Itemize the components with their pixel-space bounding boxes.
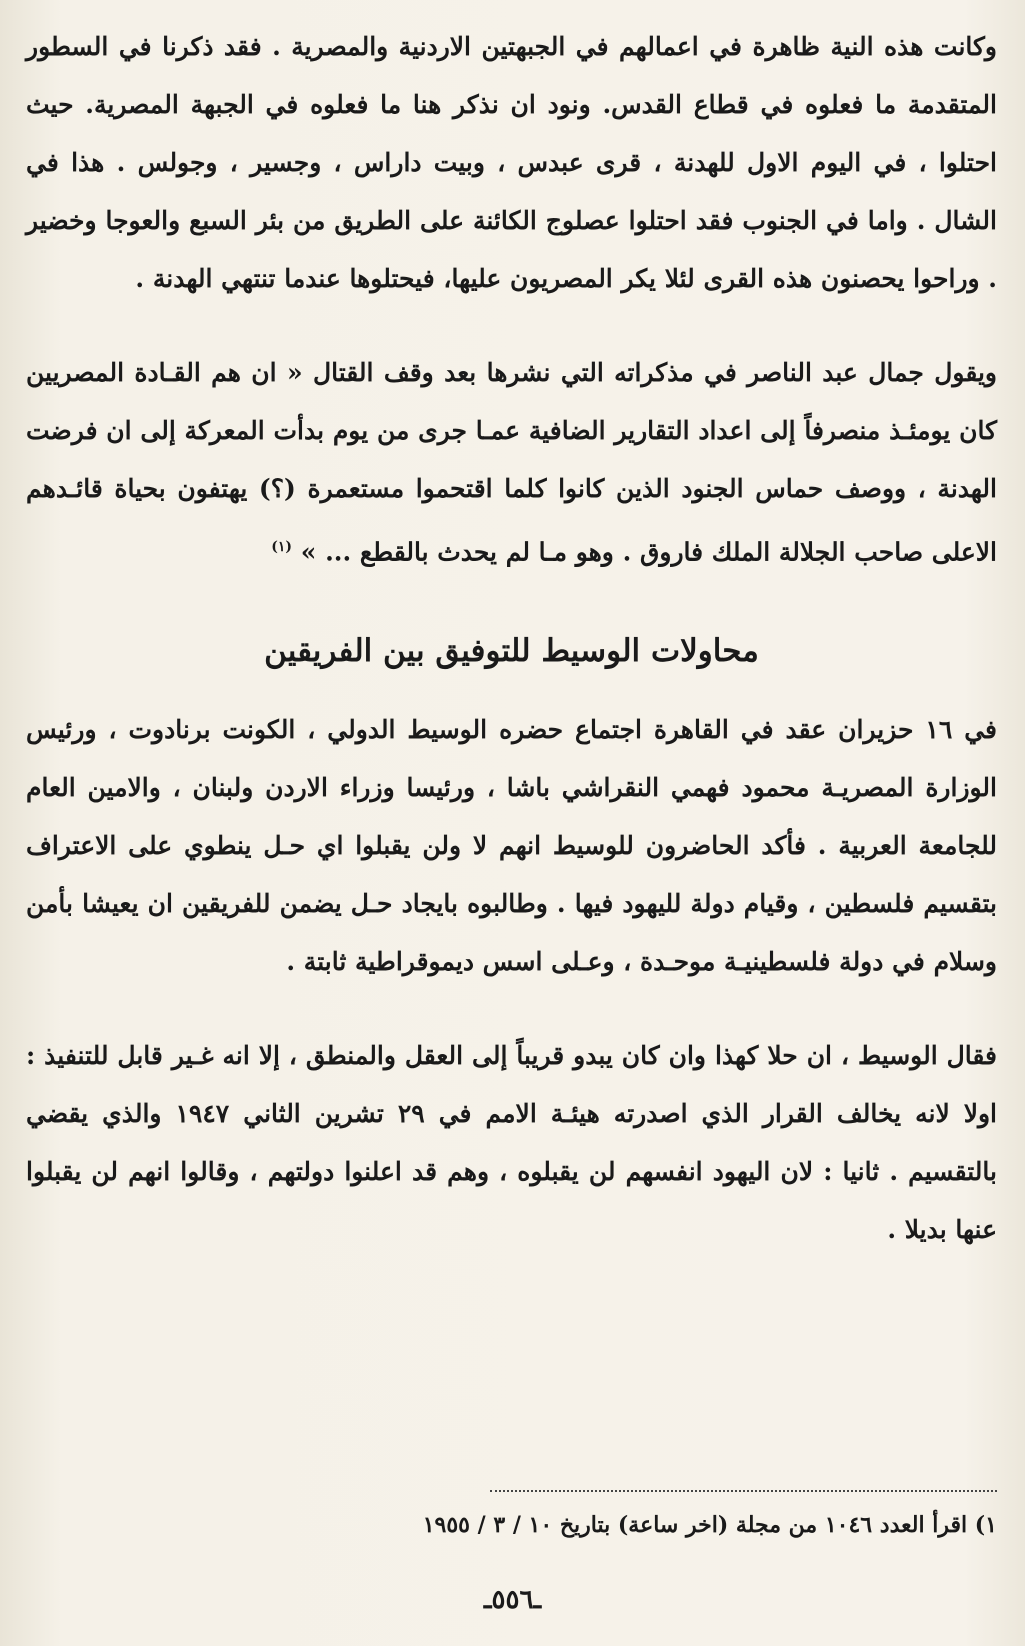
paragraph-2-text: ويقول جمال عبد الناصر في مذكراته التي نشرها بعد وقف القتال « ان هم القـادة المصريين كان يومئـذ منصرفاً إلى اعداد التقارير الضافية عمـا جرى من يوم بدأت المعركة إلى ان فرضت الهدنة ، ووصف حماس الجنود الذين كانوا كلما اقتحموا مستعمرة (؟) يهتفون بحياة قائـدهم الاعلى صاحب الجلالة الملك فاروق . وهو مـا لم يحدث بالقطع ... » xyxy=(26,358,997,567)
paragraph-4: فقال الوسيط ، ان حلا كهذا وان كان يبدو قريباً إلى العقل والمنطق ، إلا انه غـير قابل للتنفيذ : اولا لانه يخالف القرار الذي اصدرته هيئـة الامم في ٢٩ تشرين الثاني ١٩٤٧ والذي يقضي بالتقسيم . ثانيا : لان اليهود انفسهم لن يقبلوه ، وهم قد اعلنوا دولتهم ، وقالوا انهم لن يقبلوا عنها بديلا . xyxy=(26,1041,997,1245)
page-number: ـ٥٥٦ـ xyxy=(483,1585,542,1615)
paragraph-gap xyxy=(26,308,997,344)
body-text-top xyxy=(26,18,997,581)
footnote-divider xyxy=(490,1490,997,1492)
paragraph-2 xyxy=(26,344,997,581)
body-text-bottom xyxy=(26,701,997,1259)
section-heading: محاولات الوسيط للتوفيق بين الفريقين xyxy=(264,633,759,670)
paragraph-3: في ١٦ حزيران عقد في القاهرة اجتماع حضره الوسيط الدولي ، الكونت برنادوت ، ورئيس الوزارة المصريـة محمود فهمي النقراشي باشا ، ورئيسا وزراء الاردن ولبنان ، والامين العام للجامعة العربية . فأكد الحاضرون للوسيط انهم لا ولن يقبلوا اي حـل ينطوي على الاعتراف بتقسيم فلسطين ، وقيام دولة لليهود فيها . وطالبوه بايجاد حـل يضمن للفريقين ان يعيشا بأمن وسلام في دولة فلسطينيـة موحـدة ، وعـلى اسس ديموقراطية ثابتة . xyxy=(26,715,998,977)
footnote-marker: (١) xyxy=(271,539,293,555)
footnote: ١) اقرأ العدد ١٠٤٦ من مجلة (اخر ساعة) بتاريخ ١٠ / ٣ / ١٩٥٥ xyxy=(422,1512,997,1538)
paragraph-gap xyxy=(26,991,997,1027)
paragraph-1: وكانت هذه النية ظاهرة في اعمالهم في الجبهتين الاردنية والمصرية . فقد ذكرنا في السطور المتقدمة ما فعلوه في قطاع القدس. ونود ان نذكر هنا ما فعلوه في الجبهة المصرية. حيث احتلوا ، في اليوم الاول للهدنة ، قرى عبدس ، وبيت داراس ، وجسير ، وجولس . هذا في الشال . واما في الجنوب فقد احتلوا عصلوج الكائنة على الطريق من بئر السبع والعوجا وخضير . وراحوا يحصنون هذه القرى لئلا يكر المصريون عليها، فيحتلوها عندما تنتهي الهدنة . xyxy=(26,32,997,293)
